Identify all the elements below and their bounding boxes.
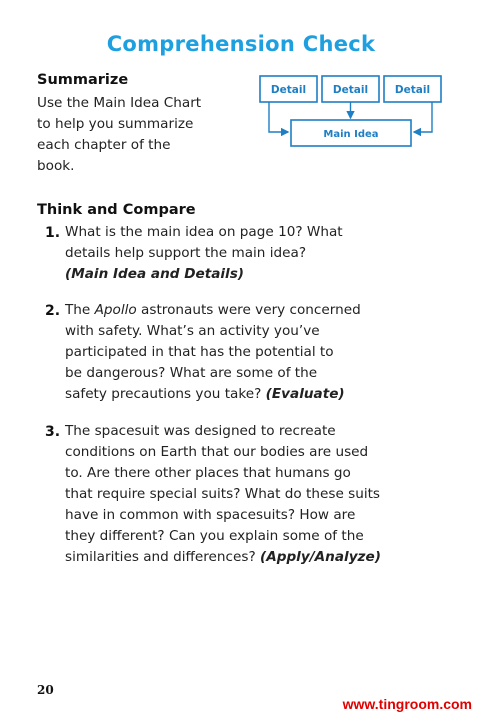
connector-arrow [414, 102, 432, 132]
question-line: that require special suits? What do these suits [65, 486, 381, 502]
summarize-text [37, 93, 201, 177]
detail-box-2 [322, 76, 379, 102]
question-line: be dangerous? What are some of the [65, 365, 318, 381]
detail-box-3 [384, 76, 441, 102]
detail-label: Detail [270, 84, 307, 96]
summarize-line: Use the Main Idea Chart [37, 95, 202, 111]
question-line: to. Are there other places that humans go [65, 465, 351, 481]
question-line: have in common with spacesuits? How are [65, 507, 356, 523]
question-line: What is the main idea on page 10? What [65, 224, 343, 240]
detail-label: Detail [332, 84, 369, 96]
question-1 [65, 222, 343, 285]
skill-tag: (Evaluate) [265, 386, 345, 402]
skill-tag: (Main Idea and Details) [65, 266, 245, 282]
question-text: astronauts were very concerned [136, 302, 361, 318]
detail-label: Detail [394, 84, 431, 96]
question-line: safety precautions you take? [65, 386, 266, 402]
question-line: participated in that has the potential to [65, 344, 334, 360]
question-line: they different? Can you explain some of the [65, 528, 364, 544]
page-number: 20 [37, 683, 54, 697]
skill-tag: (Apply/Analyze) [259, 549, 381, 565]
main-idea-label: Main Idea [323, 129, 379, 140]
question-line: similarities and differences? [65, 549, 260, 565]
summarize-line: book. [37, 158, 75, 174]
question-line: The spacesuit was designed to recreate [65, 423, 336, 439]
detail-box-1 [260, 76, 317, 102]
question-line: conditions on Earth that our bodies are used [65, 444, 369, 460]
question-line: details help support the main idea? [65, 245, 307, 261]
think-compare-heading: Think and Compare [37, 202, 196, 218]
summarize-line: to help you summarize [37, 116, 194, 132]
apollo-italic: Apollo [94, 302, 137, 318]
question-number: 2. [45, 303, 61, 319]
summarize-heading: Summarize [37, 72, 129, 88]
main-idea-box [291, 120, 411, 146]
question-line: with safety. What’s an activity you’ve [65, 323, 320, 339]
main-idea-chart [255, 74, 445, 154]
connector-arrow [269, 102, 288, 132]
question-2 [65, 300, 361, 405]
question-text: The [65, 302, 95, 318]
question-number: 1. [45, 225, 61, 241]
question-number: 3. [45, 424, 61, 440]
watermark-url: www.tingroom.com [342, 696, 472, 712]
summarize-line: each chapter of the [37, 137, 171, 153]
question-3 [65, 421, 381, 568]
page-title: Comprehension Check [106, 32, 376, 56]
